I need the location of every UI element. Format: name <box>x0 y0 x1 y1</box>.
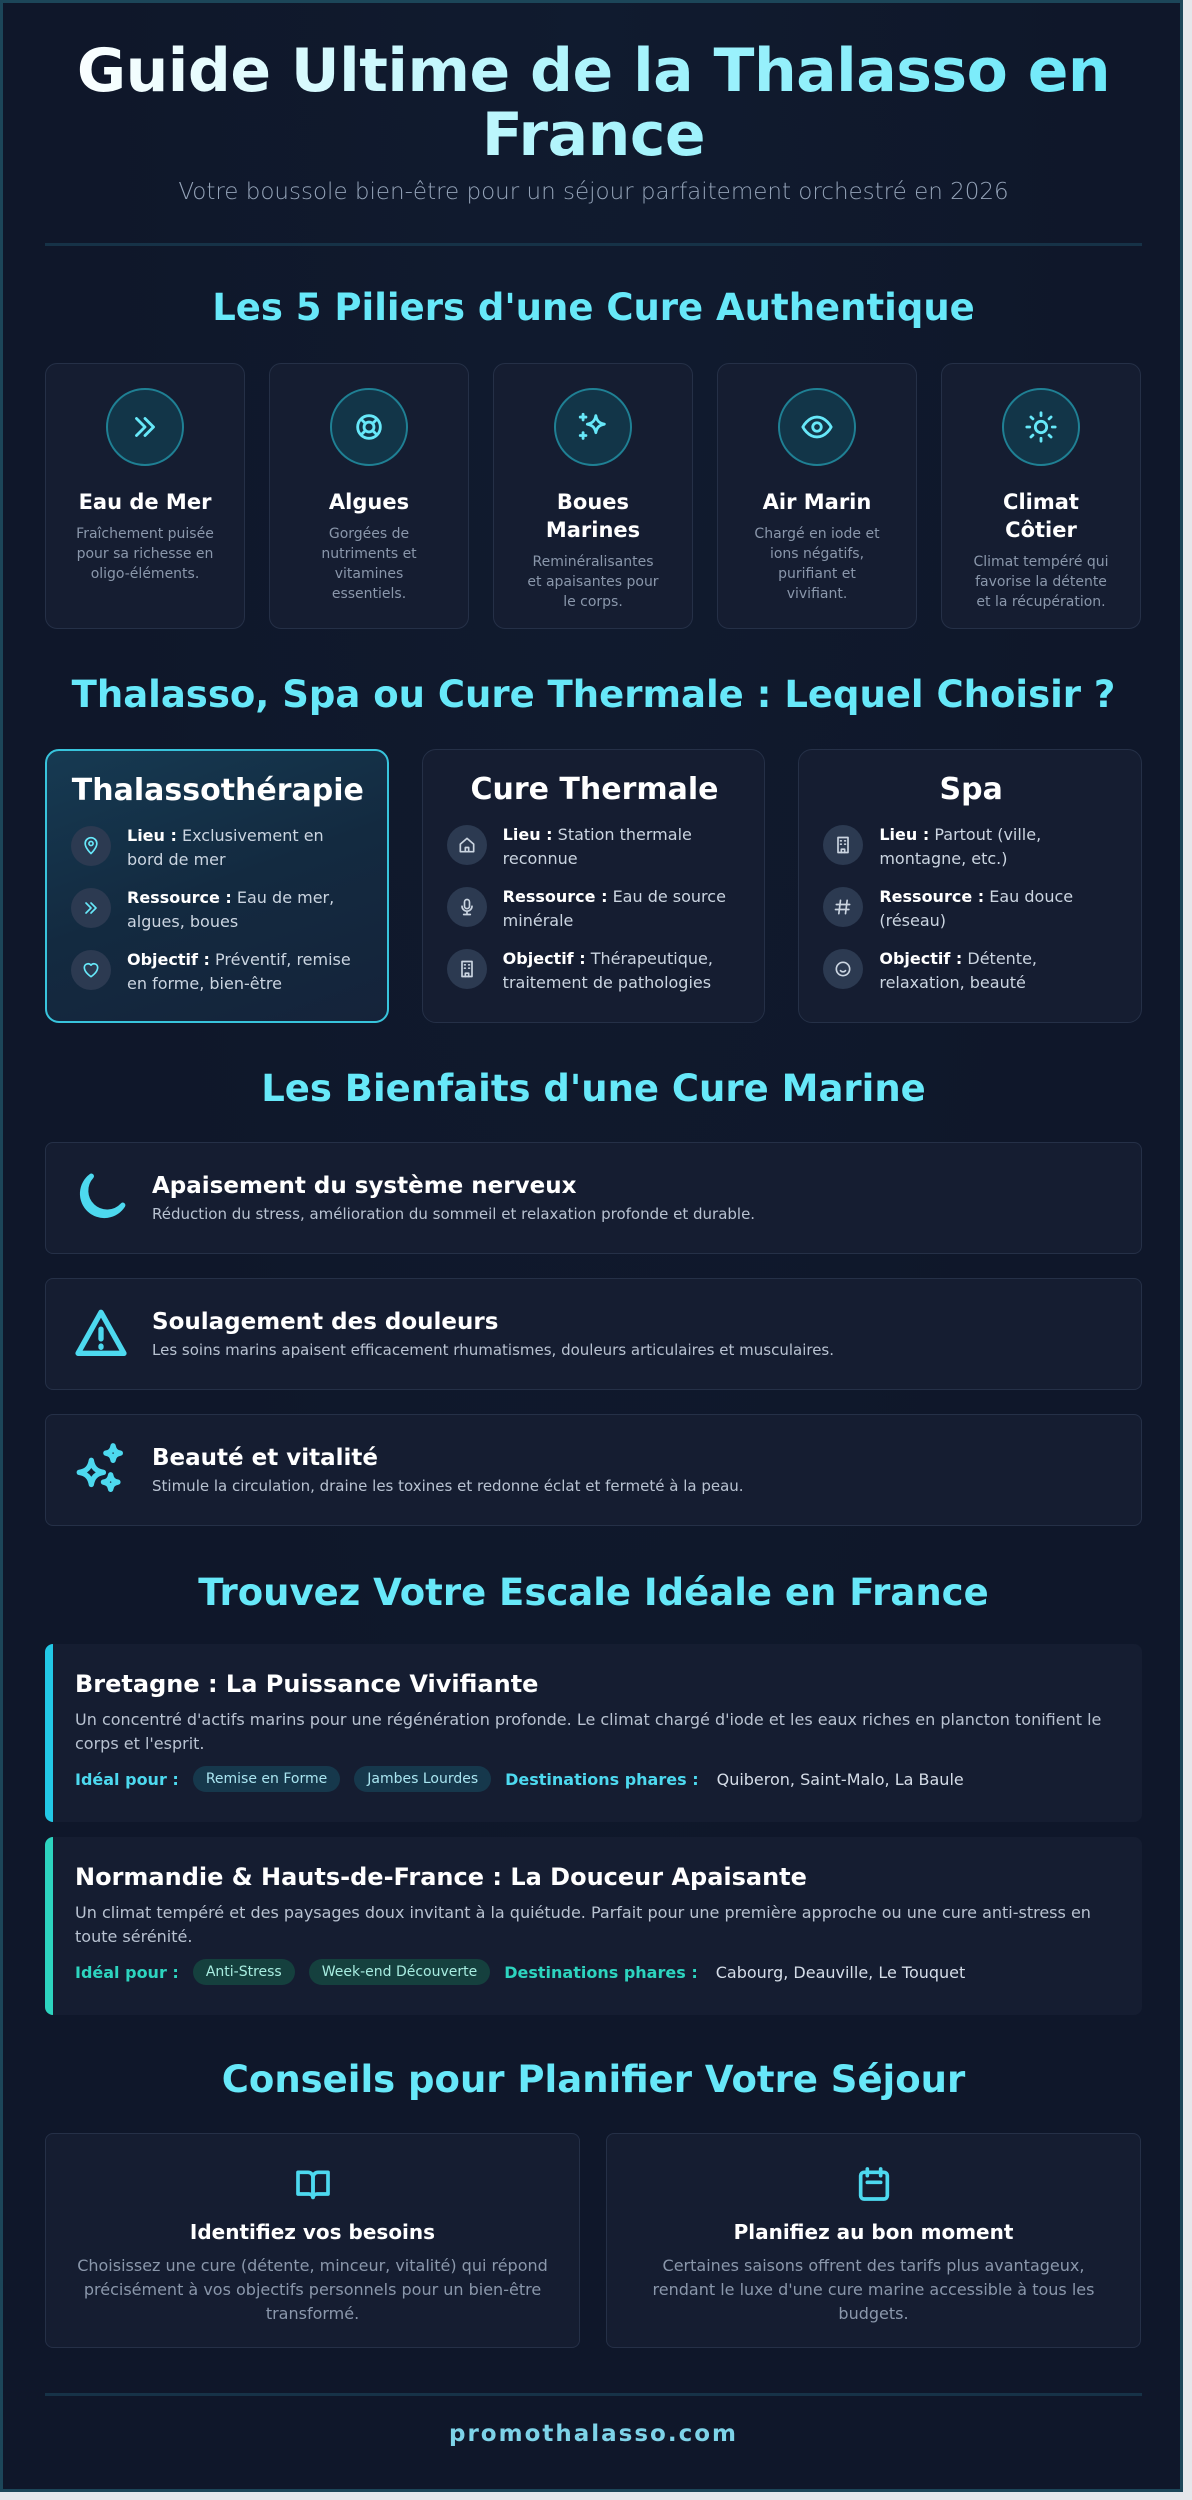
row-label: Objectif : <box>502 949 586 968</box>
comparison-card-spa <box>798 749 1142 1023</box>
comparison-row <box>447 885 743 933</box>
region-card-bretagne <box>45 1644 1142 1822</box>
row-label: Ressource : <box>502 887 608 906</box>
building-icon <box>447 949 487 989</box>
comparison-row <box>823 947 1119 995</box>
comparison-card-thalasso <box>45 749 389 1023</box>
region-desc: Un concentré d'actifs marins pour une régénération profonde. Le climat chargé d'iode et les eaux riches en plancton tonifient le corps et l'esprit. <box>75 1710 1102 1753</box>
comparison-row <box>823 885 1119 933</box>
header-divider <box>45 243 1142 246</box>
microphone-icon <box>447 887 487 927</box>
section-title-pillars: Les 5 Piliers d'une Cure Authentique <box>212 286 975 329</box>
comparison-card-title: Thalassothérapie <box>71 773 364 808</box>
pillar-title: Algues <box>328 490 410 514</box>
benefit-card <box>45 1142 1142 1254</box>
tip-title: Identifiez vos besoins <box>189 2220 436 2244</box>
comparison-card-cure-thermale <box>422 749 766 1023</box>
calendar-icon <box>607 2164 1140 2208</box>
row-value: Thérapeutique, traitement de pathologies <box>502 949 713 992</box>
tip-desc: Choisissez une cure (détente, minceur, vitalité) qui répond précisément à vos objectifs personnels pour un bien-être transformé. <box>77 2256 548 2323</box>
pillar-card <box>941 363 1141 629</box>
tip-card <box>606 2133 1141 2348</box>
row-label: Lieu : <box>879 825 930 844</box>
ideal-label: Idéal pour : <box>75 1769 179 1789</box>
chevrons-right-icon <box>106 388 184 466</box>
section-title-regions: Trouvez Votre Escale Idéale en France <box>198 1571 989 1614</box>
pillars-grid <box>45 363 1142 629</box>
region-meta <box>75 1766 1112 1792</box>
smile-icon <box>823 949 863 989</box>
pillar-desc: Reminéralisantes et apaisantes pour le corps. <box>527 554 659 610</box>
section-title-benefits: Les Bienfaits d'une Cure Marine <box>261 1067 926 1110</box>
row-value: Exclusivement en bord de mer <box>127 826 324 869</box>
pillar-card <box>717 363 917 629</box>
benefit-title: Beauté et vitalité <box>152 1445 378 1471</box>
section-title-tips: Conseils pour Planifier Votre Séjour <box>221 2058 966 2101</box>
tag: Anti-Stress <box>193 1959 295 1985</box>
moon-icon <box>72 1169 130 1227</box>
pillar-desc: Chargé en iode et ions négatifs, purifiant et vivifiant. <box>754 526 880 602</box>
comparison-row <box>823 823 1119 871</box>
footer-divider <box>45 2393 1142 2396</box>
comparison-card-title: Cure Thermale <box>470 772 719 807</box>
row-label: Ressource : <box>879 887 985 906</box>
book-open-icon <box>46 2164 579 2208</box>
benefit-card <box>45 1414 1142 1526</box>
tag: Jambes Lourdes <box>354 1766 491 1792</box>
region-title: Normandie & Hauts-de-France : La Douceur Apaisante <box>75 1863 807 1891</box>
benefit-title: Apaisement du système nerveux <box>152 1173 577 1199</box>
destinations-label: Destinations phares : <box>505 1769 699 1789</box>
region-desc: Un climat tempéré et des paysages doux invitant à la quiétude. Parfait pour une première approche ou une cure anti-stress en toute sérénité. <box>75 1903 1091 1946</box>
comparison-grid <box>45 749 1142 1023</box>
tip-card <box>45 2133 580 2348</box>
pillar-card <box>45 363 245 629</box>
benefit-desc: Réduction du stress, amélioration du sommeil et relaxation profonde et durable. <box>152 1205 756 1223</box>
region-meta <box>75 1959 1112 1985</box>
pillar-card <box>493 363 693 629</box>
tip-desc: Certaines saisons offrent des tarifs plus avantageux, rendant le luxe d'une cure marine accessible à tous les budgets. <box>652 2256 1095 2323</box>
row-value: Eau douce (réseau) <box>879 887 1074 930</box>
row-label: Objectif : <box>127 950 210 969</box>
pillar-title: Air Marin <box>762 490 872 514</box>
chevrons-right-icon <box>71 888 111 928</box>
destinations-value: Quiberon, Saint-Malo, La Baule <box>716 1769 964 1789</box>
tips-grid <box>45 2133 1142 2348</box>
comparison-row <box>447 823 743 871</box>
destinations-value: Cabourg, Deauville, Le Touquet <box>715 1962 966 1982</box>
building-icon <box>823 825 863 865</box>
pillar-desc: Climat tempéré qui favorise la détente et la récupération. <box>973 554 1109 610</box>
pillar-title: Boues Marines <box>545 490 641 542</box>
row-label: Lieu : <box>502 825 553 844</box>
row-label: Ressource : <box>127 888 232 907</box>
comparison-row <box>447 947 743 995</box>
tag: Remise en Forme <box>193 1766 340 1792</box>
pillar-desc: Gorgées de nutriments et vitamines essentiels. <box>321 526 417 602</box>
sparkles-icon <box>554 388 632 466</box>
pillar-title: Eau de Mer <box>78 490 212 514</box>
comparison-row <box>71 886 365 934</box>
pillar-card <box>269 363 469 629</box>
row-value: Préventif, remise en forme, bien-être <box>127 950 351 993</box>
sparkles-icon <box>72 1441 130 1499</box>
hash-icon <box>823 887 863 927</box>
comparison-row <box>71 824 365 872</box>
benefit-title: Soulagement des douleurs <box>152 1309 499 1335</box>
row-label: Lieu : <box>127 826 177 845</box>
row-value: Eau de source minérale <box>502 887 726 930</box>
ideal-label: Idéal pour : <box>75 1962 179 1982</box>
eye-icon <box>778 388 856 466</box>
section-title-comparison: Thalasso, Spa ou Cure Thermale : Lequel Choisir ? <box>71 673 1116 716</box>
comparison-card-title: Spa <box>939 772 1003 807</box>
heart-icon <box>71 950 111 990</box>
region-card-normandie <box>45 1837 1142 2015</box>
lifebuoy-icon <box>330 388 408 466</box>
pillar-desc: Fraîchement puisée pour sa richesse en oligo-éléments. <box>76 526 214 582</box>
map-pin-icon <box>71 826 111 866</box>
tip-title: Planifiez au bon moment <box>733 2220 1014 2244</box>
page-title: Guide Ultime de la Thalasso en France <box>45 39 1142 167</box>
home-icon <box>447 825 487 865</box>
footer-website-link[interactable]: promothalasso.com <box>449 2421 738 2447</box>
comparison-row <box>71 948 365 996</box>
region-title: Bretagne : La Puissance Vivifiante <box>75 1670 539 1698</box>
page-subtitle: Votre boussole bien-être pour un séjour parfaitement orchestré en 2026 <box>178 179 1009 205</box>
benefit-desc: Les soins marins apaisent efficacement rhumatismes, douleurs articulaires et musculaires. <box>152 1341 835 1359</box>
sun-icon <box>1002 388 1080 466</box>
destinations-label: Destinations phares : <box>504 1962 698 1982</box>
row-value: Station thermale reconnue <box>502 825 692 868</box>
warning-triangle-icon <box>72 1305 130 1363</box>
benefit-desc: Stimule la circulation, draine les toxines et redonne éclat et fermeté à la peau. <box>152 1477 744 1495</box>
tag: Week-end Découverte <box>309 1959 491 1985</box>
row-value: Eau de mer, algues, boues <box>127 888 335 931</box>
pillar-title: Climat Côtier <box>1003 490 1079 542</box>
row-value: Détente, relaxation, beauté <box>879 949 1037 992</box>
benefit-card <box>45 1278 1142 1390</box>
row-value: Partout (ville, montagne, etc.) <box>879 825 1042 868</box>
row-label: Objectif : <box>879 949 963 968</box>
